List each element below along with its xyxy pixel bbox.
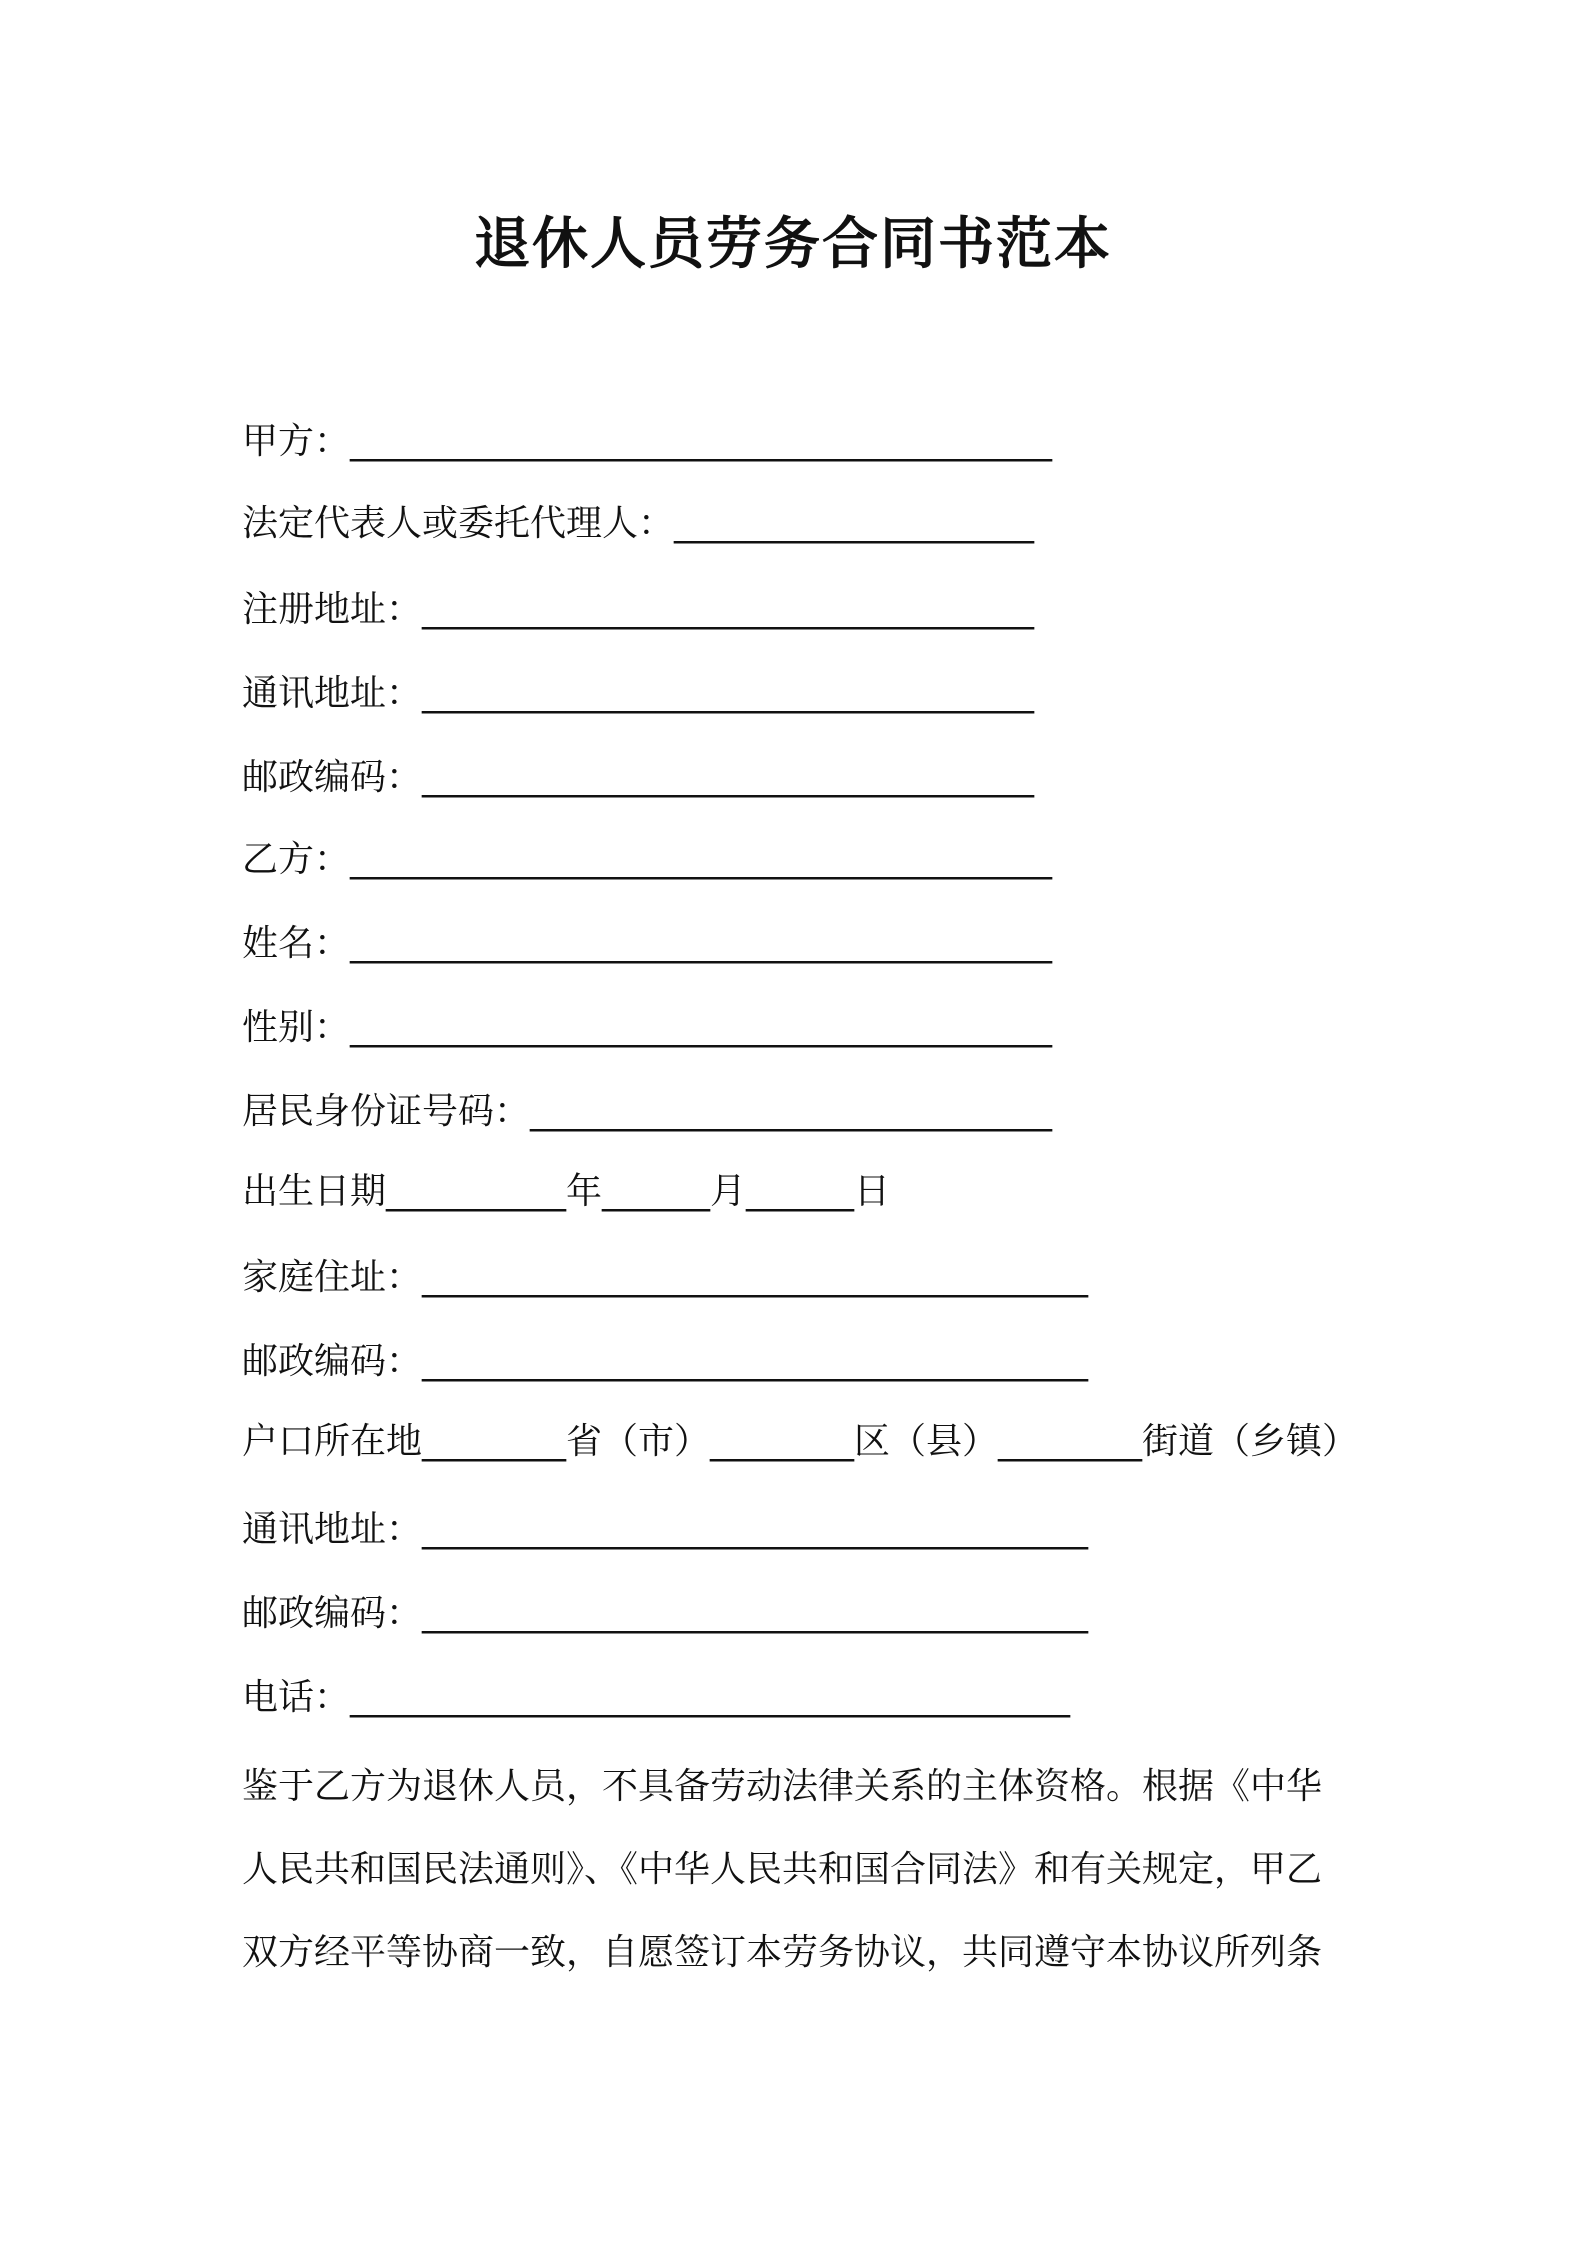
field-mailing-address-a: 通讯地址：__________________________________: [242, 673, 1035, 714]
field-gender: 性别：_______________________________________: [242, 1007, 1053, 1048]
field-postal-code-b: 邮政编码：_____________________________________: [242, 1593, 1089, 1634]
field-postal-code-home: 邮政编码：_____________________________________: [242, 1341, 1089, 1382]
field-home-address: 家庭住址：_____________________________________: [242, 1257, 1089, 1298]
paragraph-line: 鉴于乙方为退休人员，不具备劳动法律关系的主体资格。根据《中华: [242, 1766, 1323, 1807]
field-party-a: 甲方：_______________________________________: [242, 421, 1053, 462]
field-postal-code-a: 邮政编码：__________________________________: [242, 757, 1035, 798]
field-mailing-address-b: 通讯地址：_____________________________________: [242, 1509, 1089, 1550]
field-name: 姓名：_______________________________________: [242, 923, 1053, 964]
field-party-b: 乙方：_______________________________________: [242, 839, 1053, 880]
field-registered-address: 注册地址：__________________________________: [242, 589, 1035, 630]
field-phone: 电话：________________________________________: [242, 1677, 1071, 1718]
field-legal-representative: 法定代表人或委托代理人：____________________: [242, 503, 1035, 544]
document-title: 退休人员劳务合同书范本: [474, 212, 1112, 277]
field-id-number: 居民身份证号码：_____________________________: [242, 1091, 1053, 1132]
paragraph-line: 双方经平等协商一致，自愿签订本劳务协议，共同遵守本协议所列条: [242, 1932, 1323, 1973]
field-household-registration: 户口所在地________省（市）________区（县）________街道（乡镇）: [242, 1421, 1359, 1462]
field-birth-date: 出生日期__________年______月______日: [242, 1171, 891, 1212]
preamble-paragraph: [242, 1745, 1362, 1994]
paragraph-line: 人民共和国民法通则》、《中华人民共和国合同法》和有关规定，甲乙: [242, 1849, 1323, 1890]
